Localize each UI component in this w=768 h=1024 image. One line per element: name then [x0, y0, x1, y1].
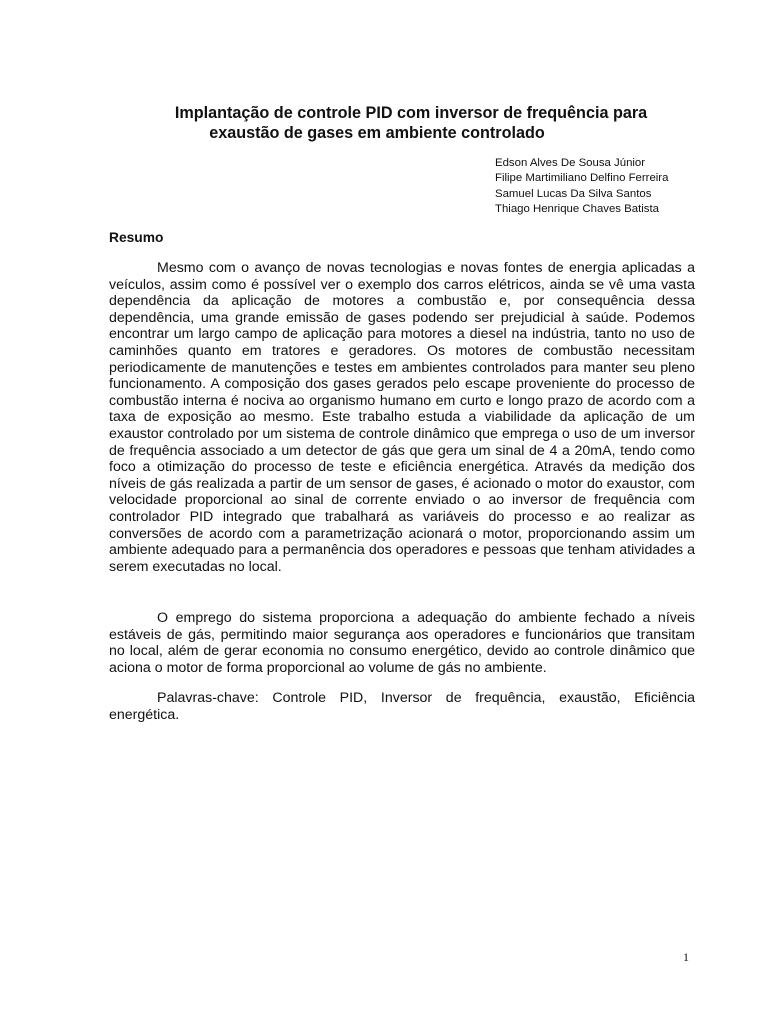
abstract-paragraph: Mesmo com o avanço de novas tecnologias e novas fontes de energia aplicadas a veículos, assim como é possível ver o exemplo dos carros elétricos, ainda se vê uma vasta dependência da aplicação de motores a combustão e, por consequência dessa dependência, uma grande emissão de gases podendo ser prejudicial à saúde. Podemos encontrar um largo campo de aplicação para motores a diesel na indústria, tanto no uso de caminhões quanto em tratores e geradores. Os motores de combustão necessitam periodicamente de manutenções e testes em ambientes controlados para manter seu pleno funcionamento. A composição dos gases gerados pelo escape proveniente do processo de combustão interna é nociva ao organismo humano em curto e longo prazo de acordo com a taxa de exposição ao mesmo. Este trabalho estuda a viabilidade da aplicação de um exaustor controlado por um sistema de controle dinâmico que emprega o uso de um inversor de frequência associado a um detector de gás que gera um sinal de 4 a 20mA, tendo como foco a otimização do processo de teste e eficiência energética. Através da medição dos níveis de gás realizada a partir de um sensor de gases, é acionado o motor do exaustor, com velocidade proporcional ao sinal de corrente enviado o ao inversor de frequência com controlador PID integrado que trabalhará as variáveis do processo e ao realizar as conversões de acordo com a parametrização acionará o motor, proporcionando assim um ambiente adequado para a permanência dos operadores e pessoas que tenham atividades a serem executadas no local.	[109, 260, 695, 575]
author-name: Edson Alves De Sousa Júnior	[495, 157, 646, 169]
author-name: Samuel Lucas Da Silva Santos	[495, 187, 652, 200]
page-number: 1	[683, 950, 689, 964]
author-name: Thiago Henrique Chaves Batista	[495, 203, 659, 216]
keywords-paragraph: Palavras-chave: Controle PID, Inversor de frequência, exaustão, Eficiência energética.	[109, 690, 695, 723]
paper-title	[108, 103, 708, 143]
abstract-paragraph: O emprego do sistema proporciona a adequação do ambiente fechado a níveis estáveis de gás, permitindo maior segurança aos operadores e funcionários que transitam no local, além de gerar economia no consumo energético, devido ao controle dinâmico que aciona o motor de forma proporcional ao volume de gás no ambiente.	[109, 610, 695, 676]
author-list	[495, 156, 668, 218]
paper-title-line-1: Implantação de controle PID com inversor de frequência para	[174, 104, 648, 122]
author-name: Filipe Martimiliano Delfino Ferreira	[495, 172, 669, 185]
paper-title-line-2: exaustão de gases em ambiente controlado	[209, 124, 545, 142]
abstract-heading: Resumo	[109, 230, 164, 245]
